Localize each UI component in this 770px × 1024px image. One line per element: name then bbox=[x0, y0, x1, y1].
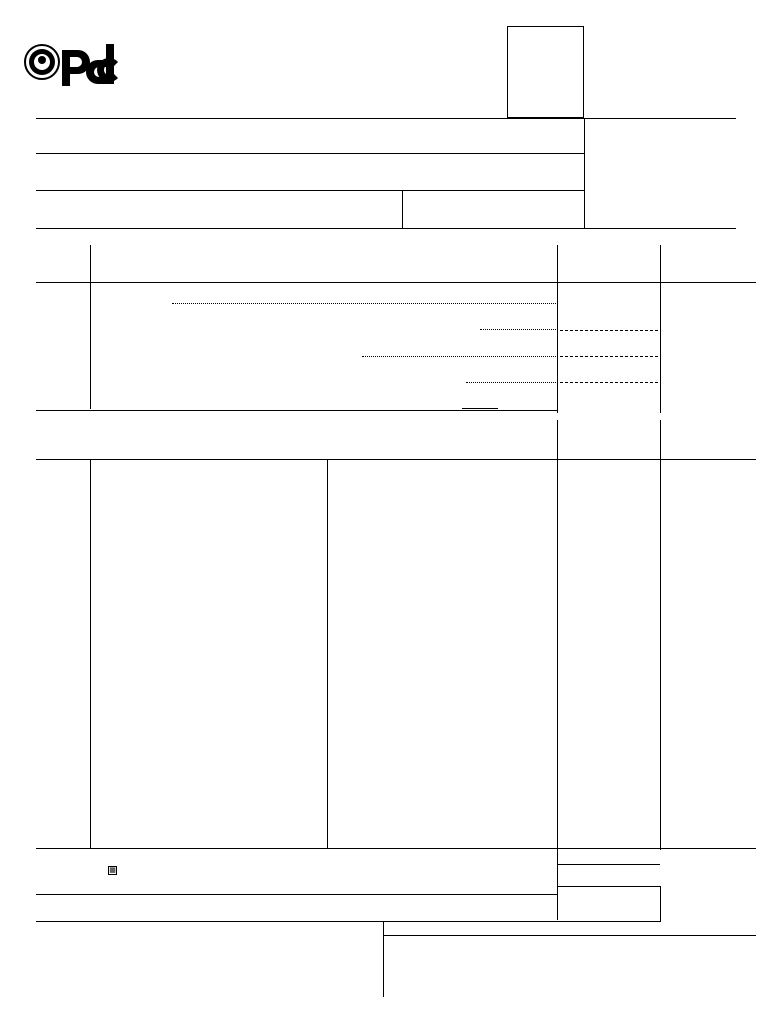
form-code-box bbox=[507, 26, 584, 118]
additional-pages-checkbox[interactable]: ▦ bbox=[109, 867, 116, 874]
pdc-logo bbox=[22, 40, 130, 88]
